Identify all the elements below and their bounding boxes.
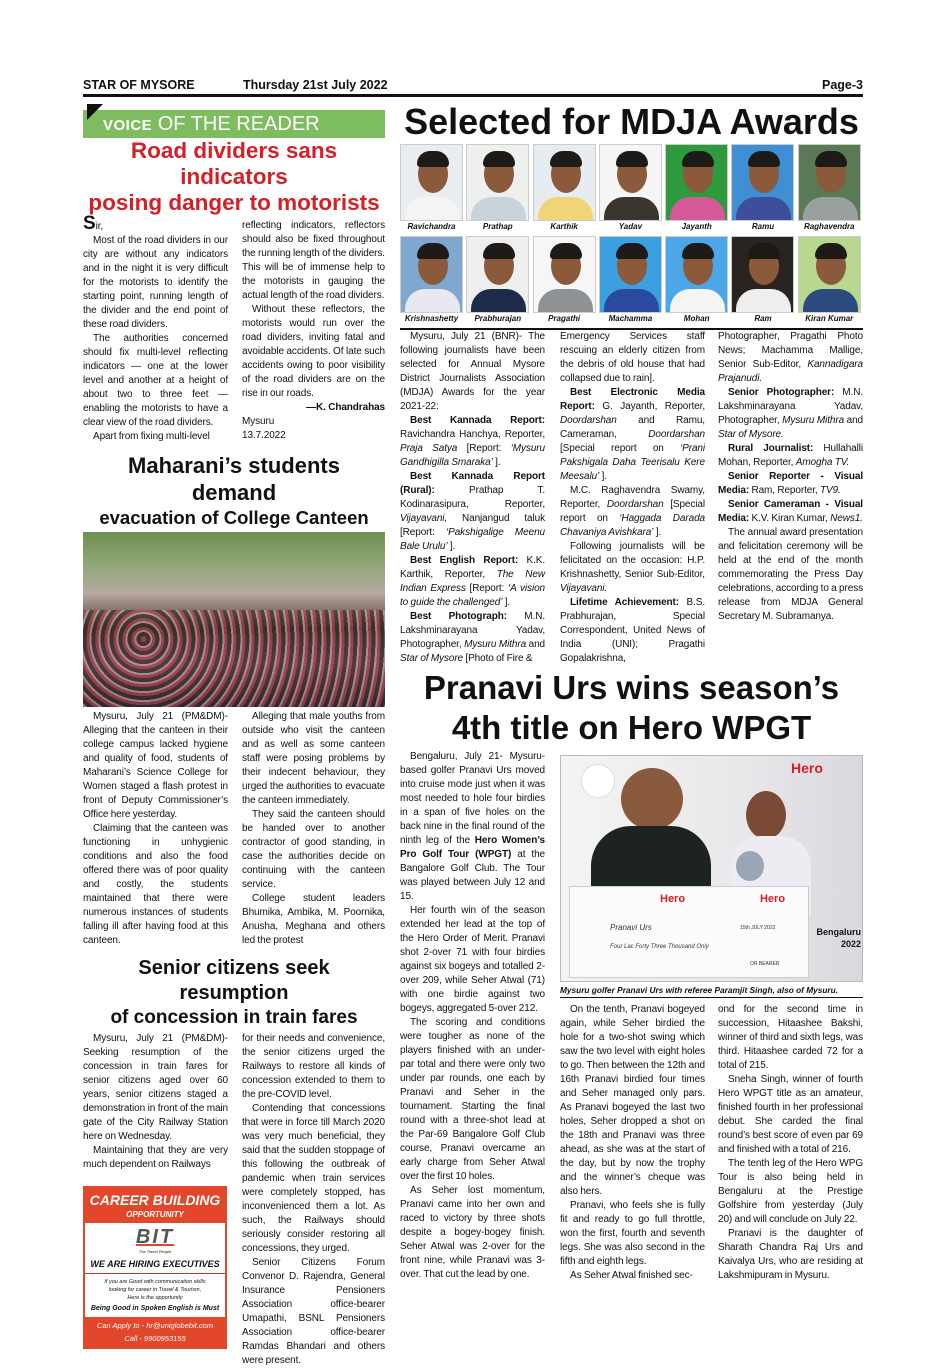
- awards-body: [400, 330, 863, 666]
- ad-title: CAREER BUILDING: [89, 1192, 221, 1208]
- text-run: [Report:: [465, 582, 508, 594]
- paragraph: [560, 596, 705, 666]
- portrait-name: Ram: [754, 314, 772, 323]
- awards-column-1: [400, 330, 545, 666]
- golf-column-2: [560, 1003, 705, 1283]
- letter-body: [83, 213, 385, 444]
- letter-headline-line2: posing danger to motorists: [88, 190, 380, 215]
- ad-phone: Call - 9900953155: [124, 1334, 186, 1343]
- paragraph: Alleging that male youths from outside who visit the canteen and as well as some canteen staff were posing problems by their indecent behaviour, they urged the authorities to evacuate the canteen immediately.: [242, 711, 385, 806]
- hero-banner-logo: Hero: [791, 759, 823, 776]
- banner-voice: VOICE: [103, 117, 153, 134]
- cheque-date: 15th JULY 2022: [740, 924, 776, 931]
- paragraph: Maintaining that they are very much dependent on Railways: [83, 1145, 228, 1170]
- text-run: Senior Reporter - Visual Media:: [718, 470, 863, 496]
- portrait-photo: [665, 144, 728, 221]
- paragraph: On the tenth, Pranavi bogeyed again, while Seher birdied the hole for a two-shot swing which saw the two level with eight holes to go. Then between the 12th and 16th Pranavi birdied four times and Seher managed only pars. As Pranavi bogeyed the last two holes, Seher dropped a shot on the 18th and Pranavi was three ahead, as she was at the start of the day, but by now the trophy and the winner’s cheque was also hers.: [560, 1003, 705, 1197]
- paragraph: As Seher lost momentum, Pranavi came into her own and raced to victory by three shots despite a bogey-bogey finish. Seher Atwal was 2-over for the front nine, while Pranavi was 3-over. That cut the lead by one.: [400, 1184, 545, 1280]
- paragraph: Mysuru, July 21 (PM&DM)- Seeking resumption of the concession in train fares for senior citizens aged over 60 years, senior citizens staged a demonstration in front of the main gate of the City Railway Station here on Wednesday.: [83, 1033, 228, 1142]
- text-run: Emergency Services staff rescuing an elderly citizen from the debris of old house that had collapsed due to rain].: [560, 330, 705, 384]
- text-run: ].: [492, 456, 501, 468]
- text-run: Rural Journalist:: [728, 442, 814, 454]
- paragraph: [83, 213, 228, 234]
- portrait-name: Raghavendra: [803, 222, 855, 231]
- paragraph: Mysuru, July 21 (BNR)- The following journalists have been selected for Annual Mysore District Journalists Association (MDJA) Awards for the year 2021-22:: [400, 330, 545, 412]
- paragraph: [400, 414, 545, 470]
- banner-of-the-reader: OF THE READER: [152, 113, 320, 135]
- paragraph: [400, 554, 545, 610]
- text-run: Prathap T. Kodinarasipura, Reporter,: [400, 484, 545, 510]
- text-run: Praja Satya: [400, 442, 458, 454]
- text-run: Ravichandra Hanchya, Reporter,: [400, 428, 545, 440]
- paragraph: [242, 219, 385, 303]
- portrait-photo: [599, 236, 662, 313]
- portrait: [533, 144, 596, 236]
- text-run: Vijayavani.: [560, 582, 608, 594]
- paragraph: [718, 470, 863, 498]
- letter-headline-line1: Road dividers sans indicators: [130, 138, 338, 189]
- text-run: Doordarshan: [560, 414, 617, 426]
- portrait: [466, 144, 529, 236]
- text-run: Best Photograph:: [410, 610, 507, 622]
- paragraph: Her fourth win of the season extended her lead at the top of the Hero Order of Merit. Pranavi shot 2-over 71 with four birdies against six bogeys and totalled 2-over 209, while Seher Atwal (71) with one birdie against two bogeys, aggregated 5-over 212.: [400, 904, 545, 1014]
- text-run: Star of Mysore.: [718, 428, 784, 440]
- text-run: —K. Chandrahas: [306, 402, 385, 413]
- backdrop-text: Bengaluru 2022: [816, 926, 861, 949]
- text-run: Hero Women’s Pro Golf Tour (WPGT): [400, 834, 546, 860]
- career-ad[interactable]: [83, 1186, 227, 1349]
- text-run: and: [844, 414, 864, 426]
- paragraph: They said the canteen should be handed over to another contractor of good standing, in case the authorities decide on continuing with the canteen service.: [242, 809, 385, 890]
- text-run: Doordarshan: [606, 498, 664, 510]
- text-run: 13.7.2022: [242, 430, 286, 441]
- portrait-name: Karthik: [550, 222, 578, 231]
- text-run: ‘Pakshigalige Meenu Bale Urulu’: [400, 526, 545, 552]
- portrait: [400, 236, 463, 328]
- paragraph: The tenth leg of the Hero WPG Tour is also being held in Bengaluru at the Prestige Golfshire from yesterday (July 20) and will conclude on July 22.: [718, 1157, 863, 1225]
- text-run: The New Indian Express: [400, 568, 545, 594]
- text-run: Mysuru: [242, 416, 275, 427]
- page-number: Page-3: [822, 78, 863, 92]
- protest-photo: [83, 532, 385, 707]
- paragraph: Pranavi is the daughter of Sharath Chandra Raj Urs and Kaivalya Urs, who are residing at Lakshmipuram in Mysuru.: [718, 1227, 863, 1281]
- paragraph: The scoring and conditions were tougher as none of the players finished with an under-par total and there were only two under par rounds, one each by Pranavi and Seher in the tournament. Starting the final round with a three-shot lead at the Par-69 Bangalore Golf Club course, Pranavi overcame an early charge from Seher Atwal over the first 10 holes.: [400, 1016, 545, 1182]
- awards-column-2: [560, 330, 705, 666]
- text-run: Senior Photographer:: [728, 386, 835, 398]
- text-run: ].: [653, 526, 662, 538]
- text-run: Best Kannada Report (Rural):: [400, 470, 545, 496]
- portrait-photo: [400, 236, 463, 313]
- portrait-photo: [466, 144, 529, 221]
- portrait-photo: [731, 236, 794, 313]
- portrait-photo: [466, 236, 529, 313]
- portrait-photo: [400, 144, 463, 221]
- maharani-headline-line1: Maharani’s students demand: [128, 453, 340, 505]
- text-run: K.K. Karthik, Reporter,: [400, 554, 546, 580]
- portrait-name: Yadav: [618, 222, 643, 231]
- paragraph: Contending that concessions that were in force till March 2020 was very much beneficial, they said that the sudden stoppage of this following the outbreak of pandemic when train services were completely stopped, has inconvenienced them a lot. As such, the Railways should seriously consider restoring all concessions, they urged.: [242, 1103, 385, 1254]
- text-run: Lifetime Achievement:: [570, 596, 680, 608]
- portrait: [665, 236, 728, 328]
- letter-column-1: [83, 213, 228, 444]
- maharani-column-1: [83, 710, 228, 948]
- cheque-bearer: OR BEARER: [750, 960, 780, 967]
- masthead-rule: [83, 94, 863, 97]
- left-section: [83, 104, 385, 1368]
- text-run: B.S. Prabhurajan, Special Correspondent, United News of India (UNI); Pragathi Gopalakrishna,: [560, 596, 705, 664]
- letter-column-2: [242, 219, 385, 443]
- text-run: Vijayavani,: [400, 512, 448, 524]
- text-run: reflecting indicators, reflectors should also be fixed throughout the running length of the dividers. This will be of immense help to the motorists in gauging the actual length of the road dividers.: [242, 220, 385, 301]
- portrait-name: Kiran Kumar: [805, 314, 854, 323]
- cheque-payee: Pranavi Urs: [610, 922, 652, 932]
- text-run: [Special report on: [560, 498, 705, 524]
- paragraph: Mysuru, July 21 (PM&DM)- Alleging that the canteen in their college campus lacked hygiene and quality of food, students of Maharani’s Science College for Women staged a flash protest in front of Deputy Commissioner’s Office here yesterday.: [83, 711, 228, 820]
- maharani-headline-line2: evacuation of College Canteen: [99, 507, 369, 528]
- paragraph: [560, 330, 705, 386]
- ad-email[interactable]: Can Apply to - hr@uniglobebit.com: [96, 1321, 214, 1330]
- portrait-photo: [798, 144, 861, 221]
- paragraph: Apart from fixing multi-level: [93, 431, 210, 442]
- bit-logo: BIT: [135, 1226, 175, 1248]
- paragraph: [718, 1003, 863, 1073]
- portrait-photo: [533, 144, 596, 221]
- portrait: [599, 236, 662, 328]
- senior-body: [83, 1032, 385, 1368]
- paragraph: [242, 429, 385, 443]
- senior-left-column: [83, 1032, 228, 1349]
- portrait: [599, 144, 662, 236]
- portrait-name: Prabhurajan: [474, 314, 522, 323]
- paragraph: College student leaders Bhumika, Ambika, M. Poornika, Anusha, Meghana and others led the protest: [242, 893, 385, 946]
- text-run: [Photo of Fire &: [463, 652, 533, 664]
- text-run: Bengaluru, July 21- Mysuru-based golfer Pranavi Urs moved into cruise mode just when it was most needed to hole four birdies in a span of five holes on the back nine in the final round of the ninth leg of the: [400, 750, 545, 846]
- portrait: [798, 236, 861, 328]
- golf-right-block: [560, 748, 863, 1283]
- paragraph: [400, 470, 545, 554]
- maharani-body: [83, 710, 385, 948]
- text-run: Senior Cameraman - Visual Media:: [718, 498, 863, 524]
- text-run: M.C. Raghavendra Swamy, Reporter,: [560, 484, 705, 510]
- golf-photo: [560, 755, 863, 982]
- text-run: ‘Prani Pakshigala Daha Teerisalu Kere Meesalu’: [560, 442, 705, 482]
- text-run: Mysuru Mithra: [464, 638, 527, 650]
- ad-requirement: Being Good in Spoken English is Must: [90, 1305, 220, 1312]
- text-run: News1.: [830, 512, 863, 524]
- portrait-name: Prathap: [482, 222, 513, 231]
- portrait-photo: [599, 144, 662, 221]
- portrait: [731, 144, 794, 236]
- paragraph: As Seher Atwal finished sec-: [570, 1269, 693, 1281]
- portrait: [731, 236, 794, 328]
- ad-line: If you are Good with communication skills: [104, 1279, 206, 1285]
- portrait: [466, 236, 529, 328]
- text-run: TV9.: [819, 484, 841, 496]
- corner-triangle-icon: [87, 104, 103, 120]
- trophy-icon: [736, 851, 764, 881]
- portrait-photo: [731, 144, 794, 221]
- text-run: ‘A vision to guide the challenged’: [400, 582, 546, 608]
- paragraph: Senior Citizens Forum Convenor D. Rajendra, General Insurance Pensioners Association office-bearer Umapathi, BSNL Pensioners Association office-bearer Ramdas Bhandari and others were present.: [242, 1257, 385, 1366]
- text-run: Mysuru Mithra: [782, 414, 845, 426]
- portrait-name: Ravichandra: [407, 222, 456, 231]
- text-run: Best Electronic Media Report:: [560, 386, 705, 412]
- golf-column-3: [718, 1003, 863, 1283]
- text-run: Nanjangud taluk [Report:: [400, 512, 545, 538]
- wpgt-logo-icon: [581, 764, 615, 798]
- text-run: at the Bangalore Golf Club. The Tour was played between July 12 and 15.: [400, 848, 546, 902]
- ad-contact: [85, 1317, 225, 1347]
- ad-line: looking for career in Travel & Tourism,: [108, 1287, 202, 1293]
- portrait-name: Machamma: [608, 314, 653, 323]
- text-run: Doordarshan: [648, 428, 705, 440]
- right-section: [400, 101, 863, 1283]
- portrait: [400, 144, 463, 236]
- text-run: ir,: [95, 221, 104, 232]
- awardee-photos: [400, 144, 863, 328]
- portrait-name: Jayanth: [681, 222, 712, 231]
- text-run: Hullahalli Mohan, Reporter,: [718, 442, 863, 468]
- text-run: Best Kannada Report:: [410, 414, 545, 426]
- portrait-name: Mohan: [683, 314, 710, 323]
- paragraph: [560, 386, 705, 484]
- newspaper-name: STAR OF MYSORE: [83, 78, 195, 92]
- paragraph: Sneha Singh, winner of fourth Hero WPGT title as an amateur, finished fourth in her professional debut. She carded the final round’s best score of even par 69 and finished with a total of 216.: [718, 1073, 863, 1155]
- maharani-column-2: [242, 710, 385, 948]
- paragraph: [400, 750, 545, 904]
- text-run: M.N. Lakshminarayana Yadav, Photographer,: [718, 386, 864, 426]
- paragraph: [560, 540, 705, 596]
- portrait-photo: [665, 236, 728, 313]
- text-run: Ram, Reporter,: [749, 484, 820, 496]
- portrait-photo: [533, 236, 596, 313]
- paragraph: Most of the road dividers in our city are without any indicators and in the night it is very difficult for the motorists to identify the starting point, running length of the divider and the end point of these road dividers.: [83, 235, 228, 330]
- cheque-hero-logo: Hero: [660, 892, 686, 905]
- text-run: Photographer, Pragathi Photo News; Machamma Mallige, Senior Sub-Editor,: [718, 330, 863, 370]
- ad-line: Here is the opportunity: [127, 1295, 183, 1301]
- text-run: ‘Haggada Darada Chavaniya Avishkara’: [560, 512, 706, 538]
- text-run: Best English Report:: [410, 554, 519, 566]
- ad-header: [85, 1188, 225, 1223]
- text-run: and Ramu, Cameraman,: [560, 414, 705, 440]
- text-run: ‘Mysuru Gandhigilla Smaraka’: [400, 442, 545, 468]
- winner-cheque: [569, 886, 809, 978]
- paragraph: [560, 484, 705, 540]
- text-run: K.V. Kiran Kumar,: [749, 512, 831, 524]
- paragraph: Without these reflectors, the motorists would run over the road dividers, inviting fatal and avoidable accidents. Of late such accidents owing to poor visibility of the road dividers are on the rise in our roads.: [242, 304, 385, 399]
- paragraph: Claiming that the canteen was functioning in unhygienic conditions and also the food offered there was of poor quality and costly, the students maintained that there were numerous instances of students falling ill after having food at this canteen.: [83, 823, 228, 946]
- senior-headline-line1: Senior citizens seek resumption: [138, 957, 330, 1004]
- portrait: [533, 236, 596, 328]
- ad-subtitle: OPPORTUNITY: [126, 1210, 184, 1219]
- text-run: Kannadigara Prajanudi.: [718, 358, 863, 384]
- text-run: Star of Mysore: [400, 652, 464, 664]
- senior-column-2: [242, 1032, 385, 1368]
- portrait-photo: [798, 236, 861, 313]
- golf-body: [400, 748, 863, 1283]
- text-run: ond for the second time in succession, Hitaashee Bakshi, winner of third and sixth legs, was third. Hitaashee carded 72 for a total of 215.: [718, 1003, 863, 1071]
- paragraph: The annual award presentation and felicitation ceremony will be held at the end of the month commemorating the Press Day celebrations, according to a press release from MDJA General Secretary M. Subramanya.: [718, 526, 863, 622]
- text-run: Following journalists will be felicitated on the occasion: H.P. Krishnashetty, Senior Sub-Editor,: [560, 540, 705, 580]
- paragraph: The authorities concerned should fix multi-level reflecting indicators — one at the lower level and another at a height of about two to three feet — enabling the motorists to have a clear view of the road dividers.: [83, 333, 228, 428]
- ad-hiring: WE ARE HIRING EXECUTIVES: [85, 1258, 225, 1274]
- paragraph: [718, 330, 863, 386]
- paragraph: [242, 1032, 385, 1102]
- golf-headline-line2: 4th title on Hero WPGT: [451, 708, 812, 746]
- paragraph: [400, 610, 545, 666]
- voice-of-reader-banner: [83, 110, 385, 138]
- paragraph: [718, 386, 863, 442]
- cheque-hero-logo: Hero: [760, 892, 786, 905]
- portrait-name: Ramu: [751, 222, 775, 231]
- issue-date: Thursday 21st July 2022: [243, 78, 388, 92]
- awards-column-3: [718, 330, 863, 624]
- paragraph: [242, 415, 385, 429]
- cheque-amount: Four Lac Forty Three Thousand Only: [610, 943, 709, 950]
- golf-photo-caption: Mysuru golfer Pranavi Urs with referee Paramjit Singh, also of Mysuru.: [560, 985, 863, 998]
- golf-lower-body: [560, 1003, 863, 1283]
- text-run: and: [526, 638, 546, 650]
- ad-tagline: The Travel People: [138, 1249, 172, 1254]
- text-run: [Special report on: [560, 442, 681, 454]
- paragraph: Pranavi, who feels she is fully fit and ready to go full throttle, won the first, fourth and seventh legs. She was also second in the fifth and eighth legs.: [560, 1199, 705, 1267]
- awards-headline: Selected for MDJA Awards: [404, 101, 859, 142]
- senior-column-1: [83, 1032, 228, 1172]
- golf-headline-line1: Pranavi Urs wins season’s: [423, 668, 840, 706]
- portrait: [798, 144, 861, 236]
- text-run: for their needs and convenience, the senior citizens urged the Railways to restore all kinds of concession extended to them to the pre-COVID level.: [242, 1033, 385, 1100]
- paragraph: [718, 498, 863, 526]
- drop-cap: S: [83, 213, 96, 234]
- text-run: ].: [599, 470, 607, 482]
- portrait-name: Pragathi: [548, 314, 581, 323]
- text-run: Amogha TV.: [795, 456, 850, 468]
- portrait: [665, 144, 728, 236]
- paragraph: [242, 401, 385, 415]
- text-run: G. Jayanth, Reporter,: [594, 400, 705, 412]
- golf-column-1: [400, 750, 545, 1282]
- text-run: ].: [447, 540, 456, 552]
- text-run: [Report:: [457, 442, 511, 454]
- senior-headline-line2: of concession in train fares: [110, 1007, 358, 1028]
- paragraph: [718, 442, 863, 470]
- text-run: M.N. Lakshminarayana Yadav, Photographer,: [400, 610, 545, 650]
- portrait-name: Krishnashetty: [404, 314, 459, 323]
- text-run: ].: [502, 596, 511, 608]
